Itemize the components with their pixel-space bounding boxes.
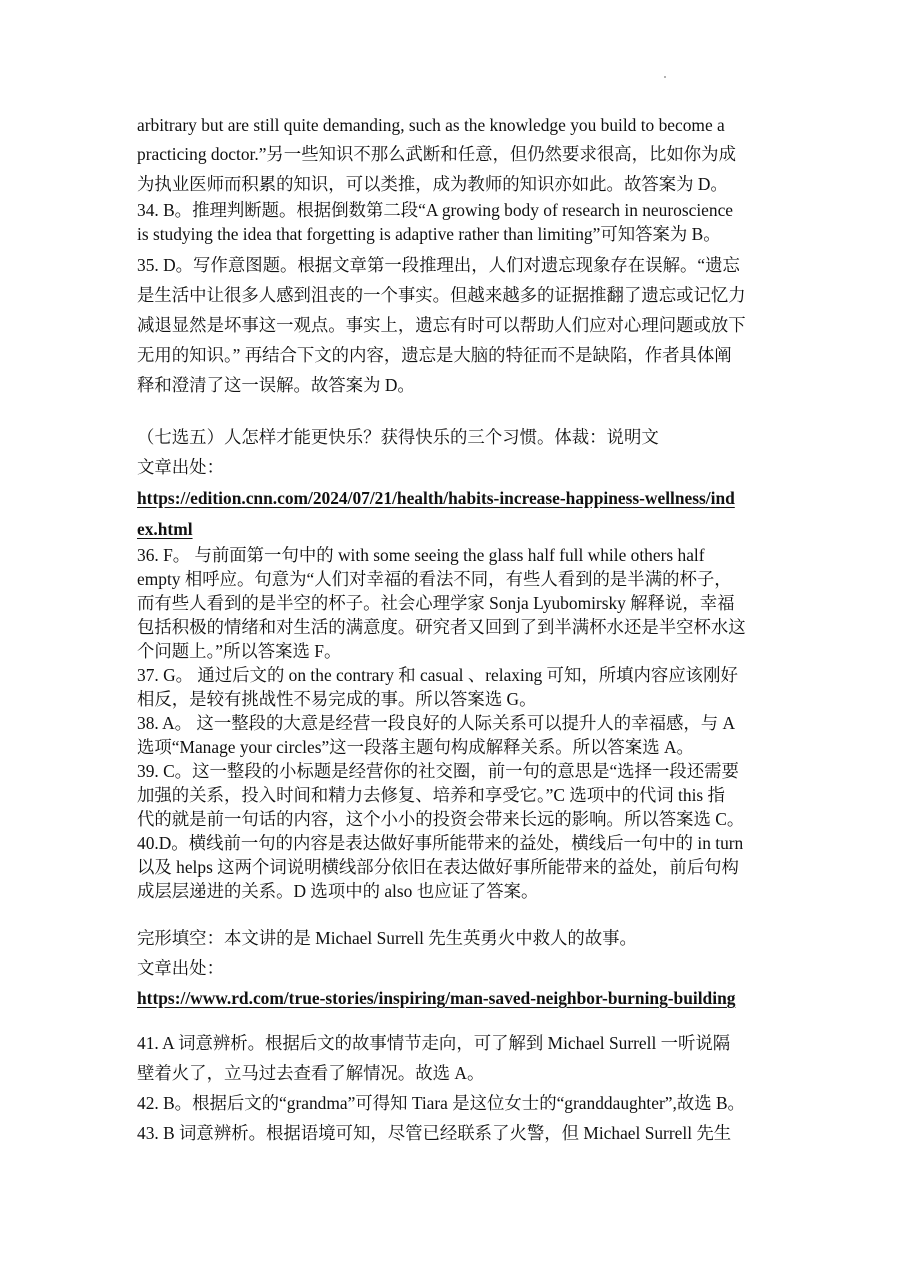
source-link[interactable]: https://edition.cnn.com/2024/07/21/health/habits-increase-happiness-wellness/ind xyxy=(137,488,735,508)
section-heading: （七选五）人怎样才能更快乐？获得快乐的三个习惯。体裁：说明文 xyxy=(137,427,659,447)
text-line: 37. G。 通过后文的 on the contrary 和 casual 、relaxing 可知，所填内容应该刚好 xyxy=(137,665,738,685)
text-line: 包括积极的情绪和对生活的满意度。研究者又回到了到半满杯水还是半空杯水这 xyxy=(137,617,746,637)
scan-dot xyxy=(664,76,666,78)
text-line: 39. C。这一整段的小标题是经营你的社交圈，前一句的意思是“选择一段还需要 xyxy=(137,761,739,781)
text-line: 以及 helps 这两个词说明横线部分依旧在表达做好事所能带来的益处，前后句构 xyxy=(137,857,739,877)
text-line: 而有些人看到的是半空的杯子。社会心理学家 Sonja Lyubomirsky 解释说，幸福 xyxy=(137,593,735,613)
source-label: 文章出处： xyxy=(137,457,224,477)
text-line: 个问题上。”所以答案选 F。 xyxy=(137,641,342,661)
source-link[interactable]: https://www.rd.com/true-stories/inspiring/man-saved-neighbor-burning-building xyxy=(137,988,736,1008)
text-line: 减退显然是坏事这一观点。事实上，遗忘有时可以帮助人们应对心理问题或放下 xyxy=(137,315,746,335)
text-line: 40.D。横线前一句的内容是表达做好事所能带来的益处，横线后一句中的 in turn xyxy=(137,833,744,853)
text-line: 42. B。根据后文的“grandma”可得知 Tiara 是这位女士的“granddaughter”,故选 B。 xyxy=(137,1093,745,1113)
text-line: 是生活中让很多人感到沮丧的一个事实。但越来越多的证据推翻了遗忘或记忆力 xyxy=(137,285,746,305)
section-heading: 完形填空：本文讲的是 Michael Surrell 先生英勇火中救人的故事。 xyxy=(137,928,637,948)
text-line: empty 相呼应。句意为“人们对幸福的看法不同，有些人看到的是半满的杯子， xyxy=(137,569,732,589)
text-line: 释和澄清了这一误解。故答案为 D。 xyxy=(137,375,415,395)
text-line: 加强的关系，投入时间和精力去修复、培养和享受它。”C 选项中的代词 this 指 xyxy=(137,785,725,805)
text-line: 35. D。写作意图题。根据文章第一段推理出，人们对遗忘现象存在误解。“遗忘 xyxy=(137,255,740,275)
text-line: 代的就是前一句话的内容，这个小小的投资会带来长远的影响。所以答案选 C。 xyxy=(137,809,745,829)
text-line: 41. A 词意辨析。根据后文的故事情节走向，可了解到 Michael Surrell 一听说隔 xyxy=(137,1033,731,1053)
source-link-continued[interactable]: ex.html xyxy=(137,519,193,539)
text-line: 36. F。 与前面第一句中的 with some seeing the glass half full while others half xyxy=(137,545,705,565)
text-line: 为执业医师而积累的知识，可以类推，成为教师的知识亦如此。故答案为 D。 xyxy=(137,174,728,194)
source-label: 文章出处： xyxy=(137,958,224,978)
text-line: 无用的知识。” 再结合下文的内容，遗忘是大脑的特征而不是缺陷，作者具体阐 xyxy=(137,345,732,365)
text-line: 壁着火了，立马过去查看了解情况。故选 A。 xyxy=(137,1063,485,1083)
text-line: 成层层递进的关系。D 选项中的 also 也应证了答案。 xyxy=(137,881,539,901)
text-line: practicing doctor.”另一些知识不那么武断和任意，但仍然要求很高，比如你为成 xyxy=(137,144,736,164)
text-line: 选项“Manage your circles”这一段落主题句构成解释关系。所以答案选 A。 xyxy=(137,737,694,757)
text-line: 43. B 词意辨析。根据语境可知，尽管已经联系了火警，但 Michael Surrell 先生 xyxy=(137,1123,732,1143)
text-line: 38. A。 这一整段的大意是经营一段良好的人际关系可以提升人的幸福感，与 A xyxy=(137,713,736,733)
text-line: arbitrary but are still quite demanding, such as the knowledge you build to become a xyxy=(137,115,725,135)
text-line: 相反，是较有挑战性不易完成的事。所以答案选 G。 xyxy=(137,689,537,709)
text-line: 34. B。推理判断题。根据倒数第二段“A growing body of research in neuroscience xyxy=(137,200,734,220)
text-line: is studying the idea that forgetting is adaptive rather than limiting”可知答案为 B。 xyxy=(137,224,721,244)
